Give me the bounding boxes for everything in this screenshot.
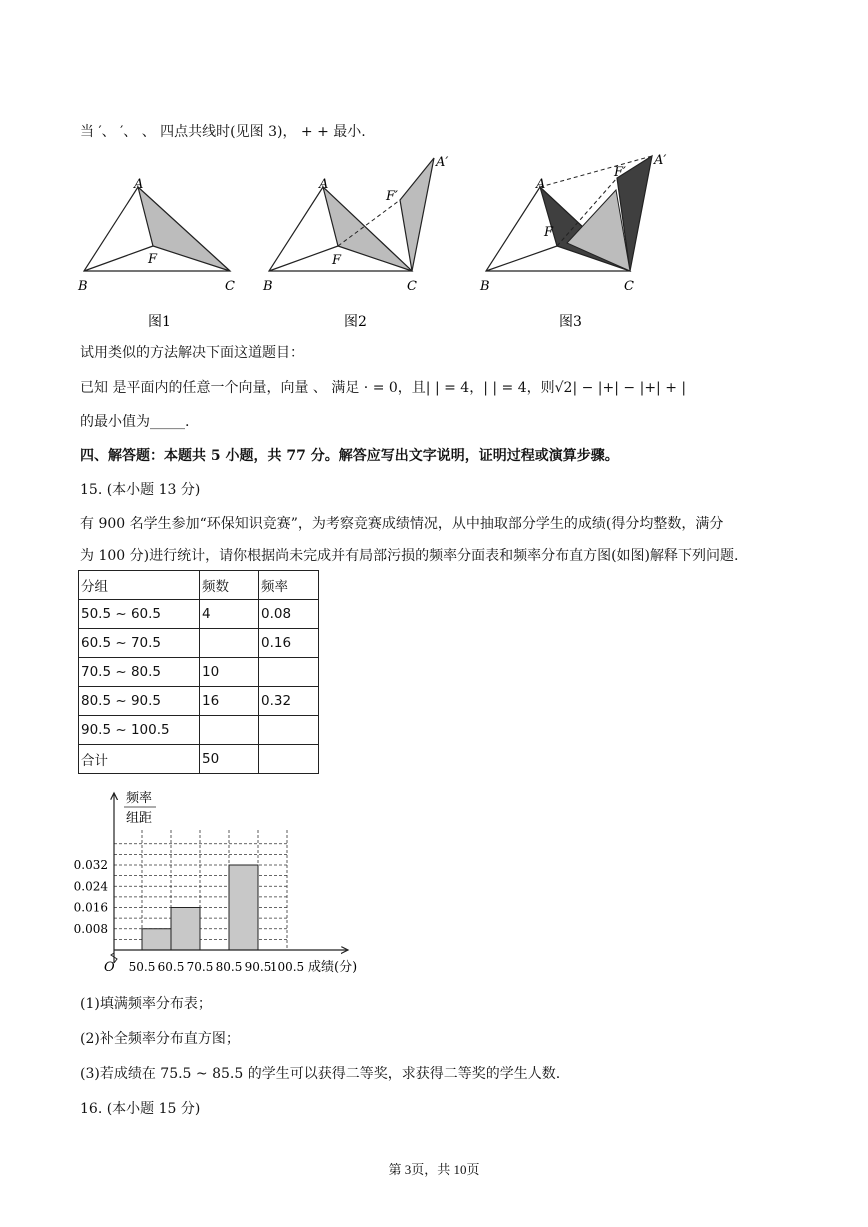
fig2-label-A: A xyxy=(319,177,329,192)
x-tick-label: 80.5 xyxy=(215,960,243,974)
table-row xyxy=(79,687,319,716)
y-tick-labels xyxy=(74,858,109,936)
fig3-caption: 图3 xyxy=(559,314,582,330)
table-cell: 10 xyxy=(200,658,259,687)
section4-heading: 四、解答题：本题共 5 小题，共 77 分。解答应写出文字说明，证明过程或演算步骤。 xyxy=(80,448,619,464)
table-cell xyxy=(259,658,319,687)
question-1: (1)填满频率分布表； xyxy=(80,996,212,1012)
y-label-bottom: 组距 xyxy=(126,811,153,826)
problem15-header: 15. (本小题 13 分) xyxy=(80,482,201,498)
problem15-stem-line1: 有 900 名学生参加“环保知识竞赛”，为考察竞赛成绩情况，从中抽取部分学生的成绩(得分均整数，满分 xyxy=(80,516,724,532)
x-tick-label: 100.5 xyxy=(269,960,305,974)
fig3-label-F-prime: F′ xyxy=(614,165,626,180)
try-line: 试用类似的方法解决下面这道题目： xyxy=(80,345,304,361)
table-cell: 90.5 ~ 100.5 xyxy=(79,716,200,745)
fig2-label-F-prime: F′ xyxy=(386,189,398,204)
table-header-cell: 频数 xyxy=(200,571,259,600)
table-header-row xyxy=(79,571,319,600)
y-tick-label: 0.032 xyxy=(73,858,108,872)
table-row xyxy=(79,658,319,687)
frequency-histogram xyxy=(70,785,380,980)
table-row xyxy=(79,629,319,658)
histogram-bar xyxy=(142,929,171,950)
table-cell: 0.08 xyxy=(259,600,319,629)
y-label-top: 频率 xyxy=(126,791,153,806)
fig1-label-F: F xyxy=(148,252,158,267)
fig1-label-C: C xyxy=(225,279,235,294)
table-cell: 70.5 ~ 80.5 xyxy=(79,658,200,687)
fig1-caption: 图1 xyxy=(148,314,171,330)
frequency-table xyxy=(78,570,319,774)
table-cell xyxy=(200,716,259,745)
origin-label: O xyxy=(104,960,115,975)
table-cell xyxy=(200,629,259,658)
y-tick-label: 0.024 xyxy=(73,879,108,894)
fig3-label-B: B xyxy=(480,279,490,294)
histogram-bar xyxy=(171,908,200,951)
fig2-label-A-prime: A′ xyxy=(436,155,449,170)
table-cell: 4 xyxy=(200,600,259,629)
x-tick-label: 60.5 xyxy=(157,960,185,974)
fig2-label-B: B xyxy=(263,279,273,294)
table-cell: 16 xyxy=(200,687,259,716)
table-cell: 0.16 xyxy=(259,629,319,658)
intro-line: 当 ′、 ′、 、 四点共线时(见图 3)， + + 最小. xyxy=(80,124,366,140)
x-tick-label: 90.5 xyxy=(244,960,272,974)
fig3-label-A-prime: A′ xyxy=(654,153,667,168)
table-cell xyxy=(259,716,319,745)
histogram-bar xyxy=(229,865,258,950)
fig2-caption: 图2 xyxy=(344,314,367,330)
table-cell: 80.5 ~ 90.5 xyxy=(79,687,200,716)
fig3-label-C: C xyxy=(624,279,634,294)
table-cell: 50 xyxy=(200,745,259,774)
x-tick-label: 50.5 xyxy=(128,960,156,974)
fig1-label-B: B xyxy=(78,279,88,294)
page-footer: 第 3页，共 10页 xyxy=(388,1162,480,1177)
x-tick-label: 70.5 xyxy=(186,960,214,974)
fig2-label-F: F xyxy=(332,253,342,268)
y-tick-label: 0.008 xyxy=(73,921,108,936)
question-3: (3)若成绩在 75.5 ~ 85.5 的学生可以获得二等奖，求获得二等奖的学生人数. xyxy=(80,1066,561,1082)
question-2: (2)补全频率分布直方图； xyxy=(80,1031,240,1047)
fig3-label-F: F xyxy=(544,225,554,240)
figure-3 xyxy=(479,153,666,294)
fig1-label-A: A xyxy=(134,177,144,192)
table-cell xyxy=(259,745,319,774)
table-cell: 50.5 ~ 60.5 xyxy=(79,600,200,629)
geometry-figures xyxy=(70,150,690,335)
fig3-label-A: A xyxy=(536,177,546,192)
problem14-line2: 的最小值为_____. xyxy=(80,414,190,430)
problem15-stem-line2: 为 100 分)进行统计，请你根据尚未完成并有局部污损的频率分面表和频率分布直方图(如图)解释下列问题. xyxy=(80,548,739,564)
table-row xyxy=(79,745,319,774)
fig2-label-C: C xyxy=(407,279,417,294)
y-tick-label: 0.016 xyxy=(73,900,108,915)
table-row xyxy=(79,600,319,629)
table-header-cell: 频率 xyxy=(259,571,319,600)
problem16-header: 16. (本小题 15 分) xyxy=(80,1101,201,1117)
figure-2 xyxy=(262,155,448,294)
table-cell: 60.5 ~ 70.5 xyxy=(79,629,200,658)
table-header-cell: 分组 xyxy=(79,571,200,600)
x-tick-labels xyxy=(129,960,305,974)
problem14-line1: 已知 是平面内的任意一个向量，向量 、 满足 · = 0，且| | = 4，| | = 4，则√2| − |+| − |+| + | xyxy=(80,380,687,396)
table-cell: 0.32 xyxy=(259,687,319,716)
figure-1 xyxy=(77,177,235,294)
table-row xyxy=(79,716,319,745)
table-cell: 合计 xyxy=(79,745,200,774)
x-axis-label: 成绩(分) xyxy=(308,960,358,975)
